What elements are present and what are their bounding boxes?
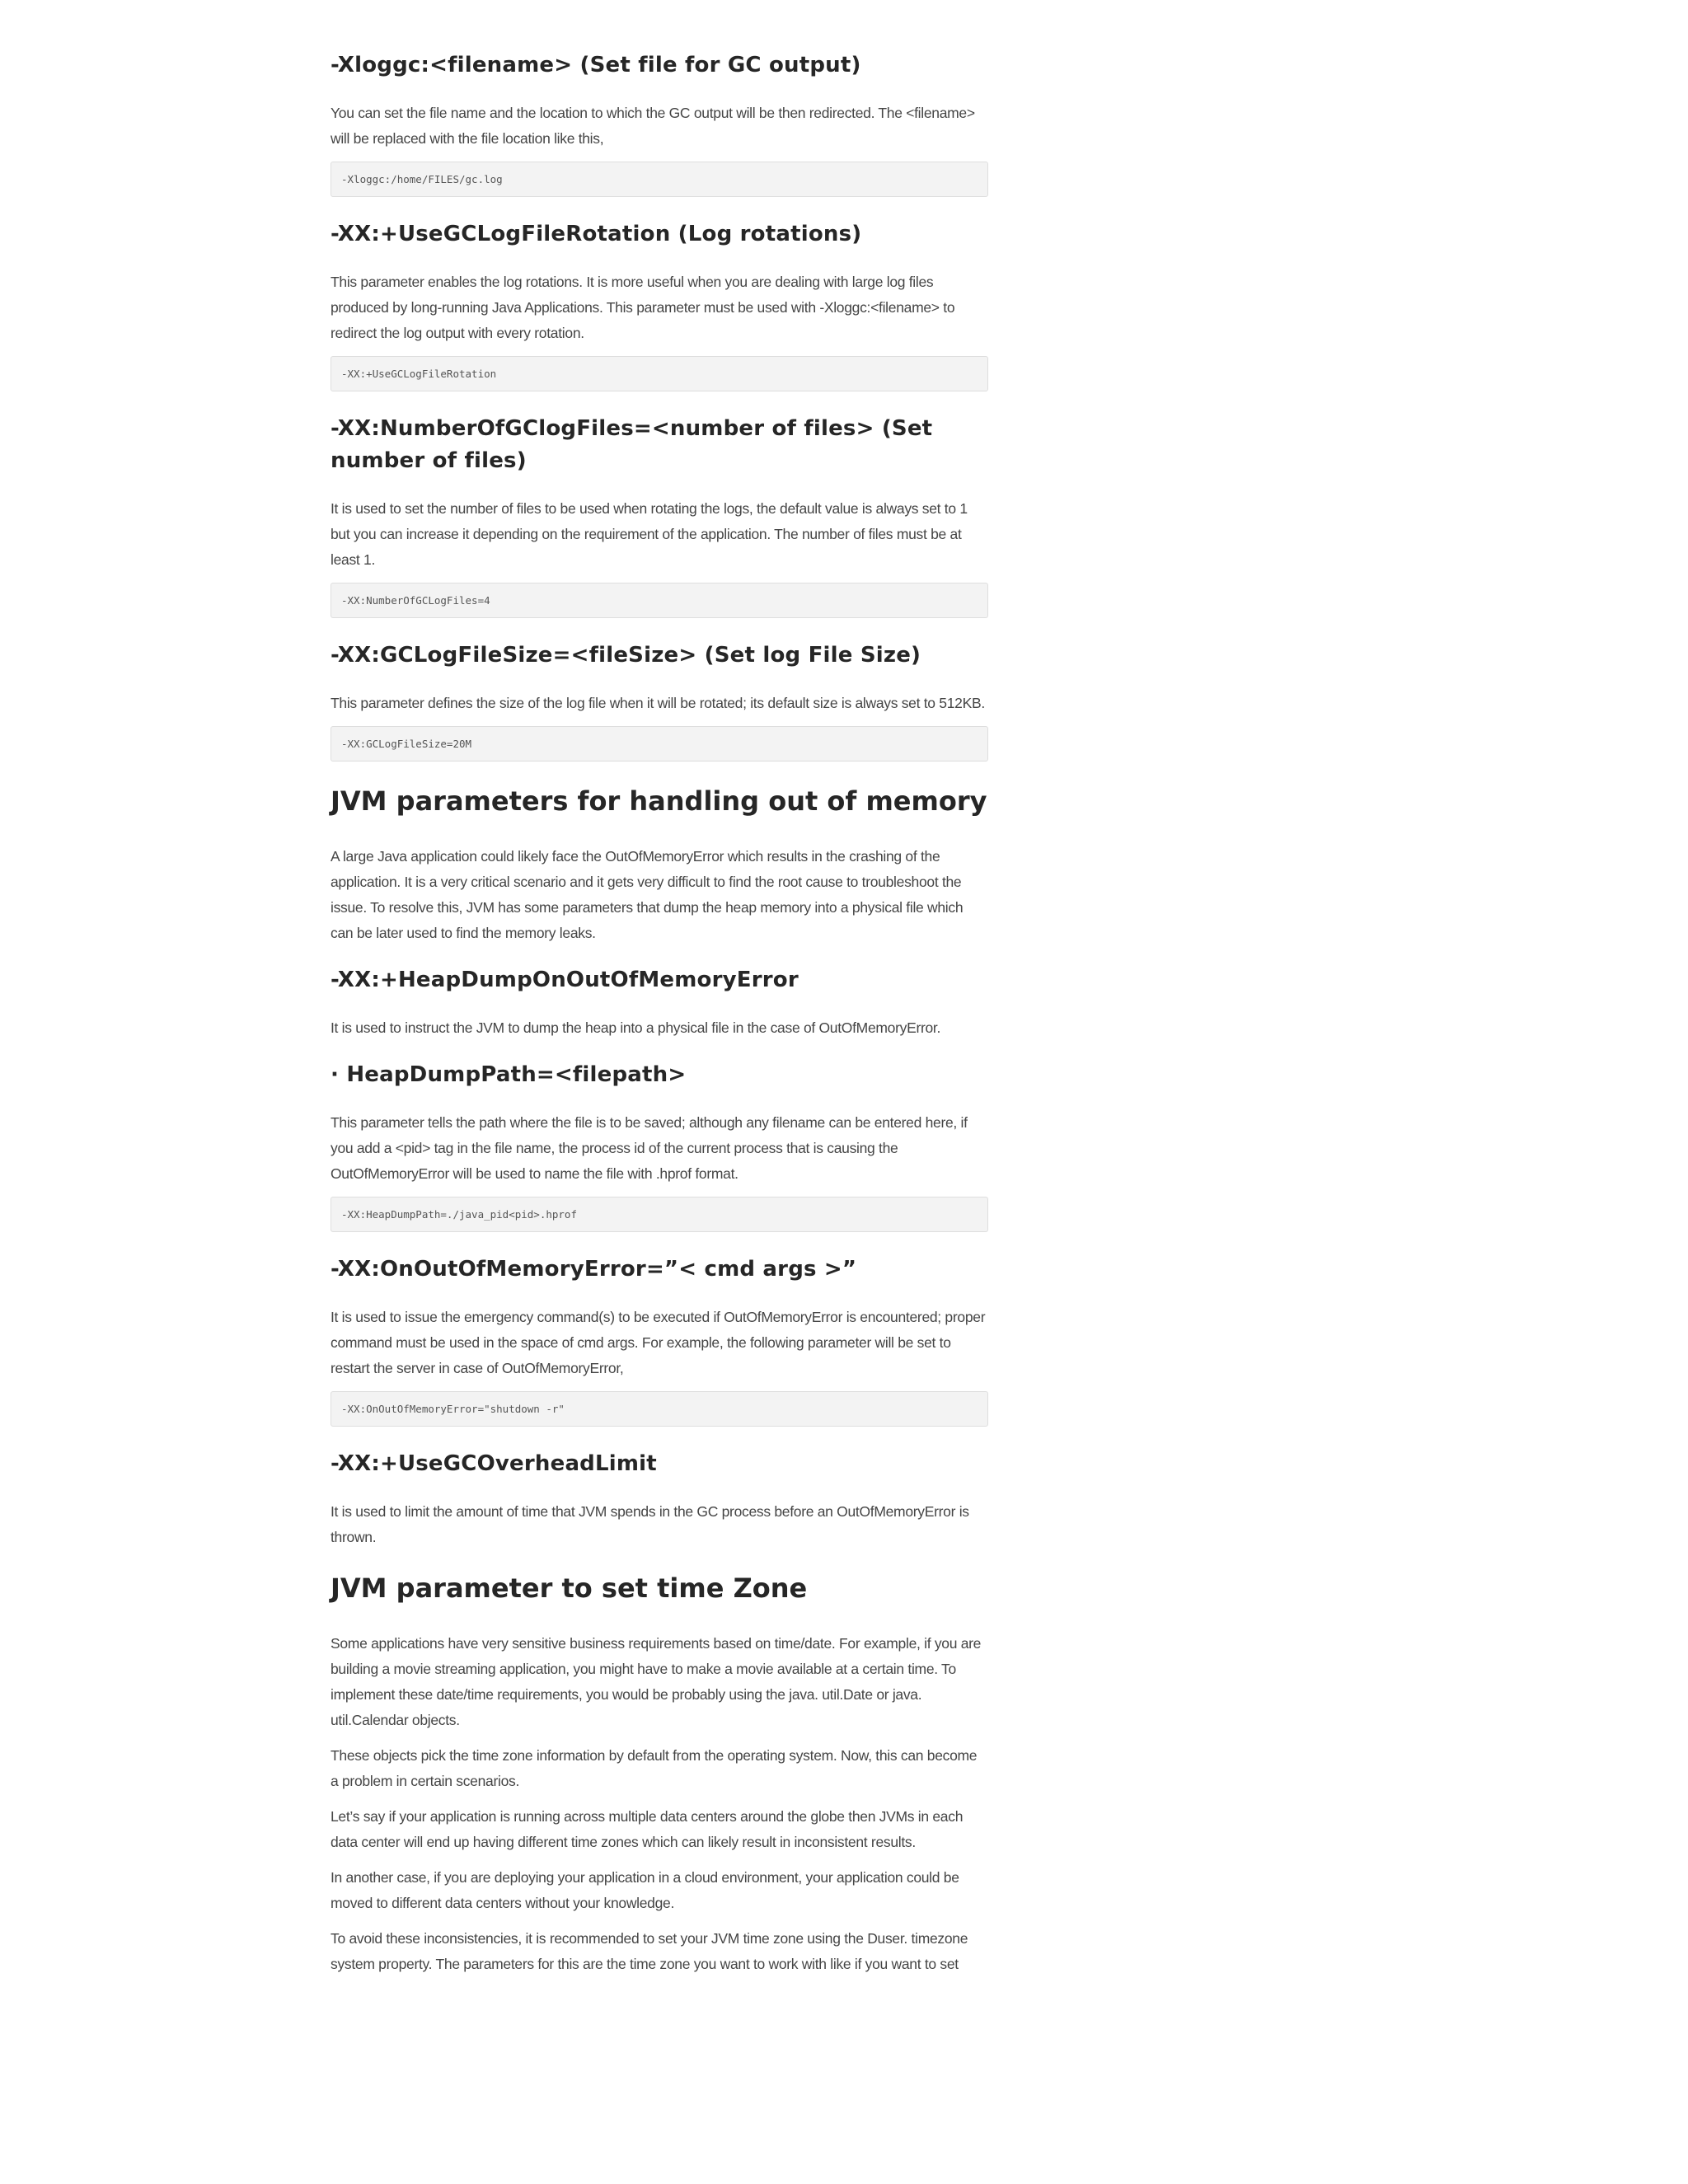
paragraph-heap-dump: It is used to instruct the JVM to dump the heap into a physical file in the case of OutOfMemoryError. xyxy=(331,1019,941,1036)
paragraph-log-file-size: This parameter defines the size of the log file when it will be rotated; its default size is always set to 512KB. xyxy=(331,695,985,711)
heading-on-out-of-memory: -XX:OnOutOfMemoryError=”< cmd args >” xyxy=(331,1257,857,1282)
heading-heap-dump-path: · HeapDumpPath=<filepath> xyxy=(331,1062,687,1087)
article-content xyxy=(331,49,988,1987)
paragraph-time-zone-1: Some applications have very sensitive business requirements based on time/date. For example, if you are building a movie streaming application, you might have to make a movie available at a certain time. To implement these date/time requirements, you would be probably using the java. util.Date or java. util.Calendar objects. xyxy=(331,1635,982,1728)
paragraph-log-rotation: This parameter enables the log rotations. It is more useful when you are dealing with large log files produced by long-running Java Applications. This parameter must be used with -Xloggc:<filename> to redirect the log output with every rotation. xyxy=(331,274,955,341)
code-block-xloggc[interactable]: -Xloggc:/home/FILES/gc.log xyxy=(331,162,988,197)
heading-overhead-limit: -XX:+UseGCOverheadLimit xyxy=(331,1451,657,1476)
paragraph-xloggc: You can set the file name and the location to which the GC output will be then redirected. The <filename> will be replaced with the file location like this, xyxy=(331,105,975,147)
code-block-log-rotation[interactable]: -XX:+UseGCLogFileRotation xyxy=(331,356,988,391)
heading-out-of-memory: JVM parameters for handling out of memory xyxy=(331,785,987,817)
heading-heap-dump: -XX:+HeapDumpOnOutOfMemoryError xyxy=(331,968,799,992)
paragraph-time-zone-4: In another case, if you are deploying your application in a cloud environment, your application could be moved to different data centers without your knowledge. xyxy=(331,1869,959,1911)
code-block-on-out-of-memory[interactable]: -XX:OnOutOfMemoryError="shutdown -r" xyxy=(331,1391,988,1427)
heading-log-file-size: -XX:GCLogFileSize=<fileSize> (Set log File Size) xyxy=(331,643,921,668)
paragraph-time-zone-3: Let’s say if your application is running across multiple data centers around the globe then JVMs in each data center will end up having different time zones which can likely result in inconsistent results. xyxy=(331,1808,964,1850)
paragraph-out-of-memory: A large Java application could likely face the OutOfMemoryError which results in the crashing of the application. It is a very critical scenario and it gets very difficult to find the root cause to troubleshoot the issue. To resolve this, JVM has some parameters that dump the heap memory into a physical file which can be later used to find the memory leaks. xyxy=(331,848,964,941)
heading-log-rotation: -XX:+UseGCLogFileRotation (Log rotations) xyxy=(331,222,862,246)
paragraph-time-zone-5: To avoid these inconsistencies, it is recommended to set your JVM time zone using the Duser. timezone system property. The parameters for this are the time zone you want to work with like if you want to set xyxy=(331,1930,968,1972)
paragraph-heap-dump-path: This parameter tells the path where the file is to be saved; although any filename can be entered here, if you add a <pid> tag in the file name, the process id of the current process that is causing the OutOfMemoryError will be used to name the file with .hprof format. xyxy=(331,1114,968,1182)
code-block-number-of-files[interactable]: -XX:NumberOfGCLogFiles=4 xyxy=(331,583,988,618)
code-block-log-file-size[interactable]: -XX:GCLogFileSize=20M xyxy=(331,726,988,762)
heading-number-of-files: -XX:NumberOfGClogFiles=<number of files> (Set number of files) xyxy=(331,416,933,473)
heading-xloggc: -Xloggc:<filename> (Set file for GC output) xyxy=(331,53,861,77)
paragraph-on-out-of-memory: It is used to issue the emergency command(s) to be executed if OutOfMemoryError is encountered; proper command must be used in the space of cmd args. For example, the following parameter will be set to restart the server in case of OutOfMemoryError, xyxy=(331,1309,986,1376)
paragraph-overhead-limit: It is used to limit the amount of time that JVM spends in the GC process before an OutOfMemoryError is thrown. xyxy=(331,1503,969,1545)
code-block-heap-dump-path[interactable]: -XX:HeapDumpPath=./java_pid<pid>.hprof xyxy=(331,1197,988,1232)
paragraph-time-zone-2: These objects pick the time zone information by default from the operating system. Now, this can become a problem in certain scenarios. xyxy=(331,1747,978,1789)
paragraph-number-of-files: It is used to set the number of files to be used when rotating the logs, the default value is always set to 1 but you can increase it depending on the requirement of the application. The number of files must be at least 1. xyxy=(331,500,968,568)
heading-time-zone: JVM parameter to set time Zone xyxy=(331,1572,808,1604)
